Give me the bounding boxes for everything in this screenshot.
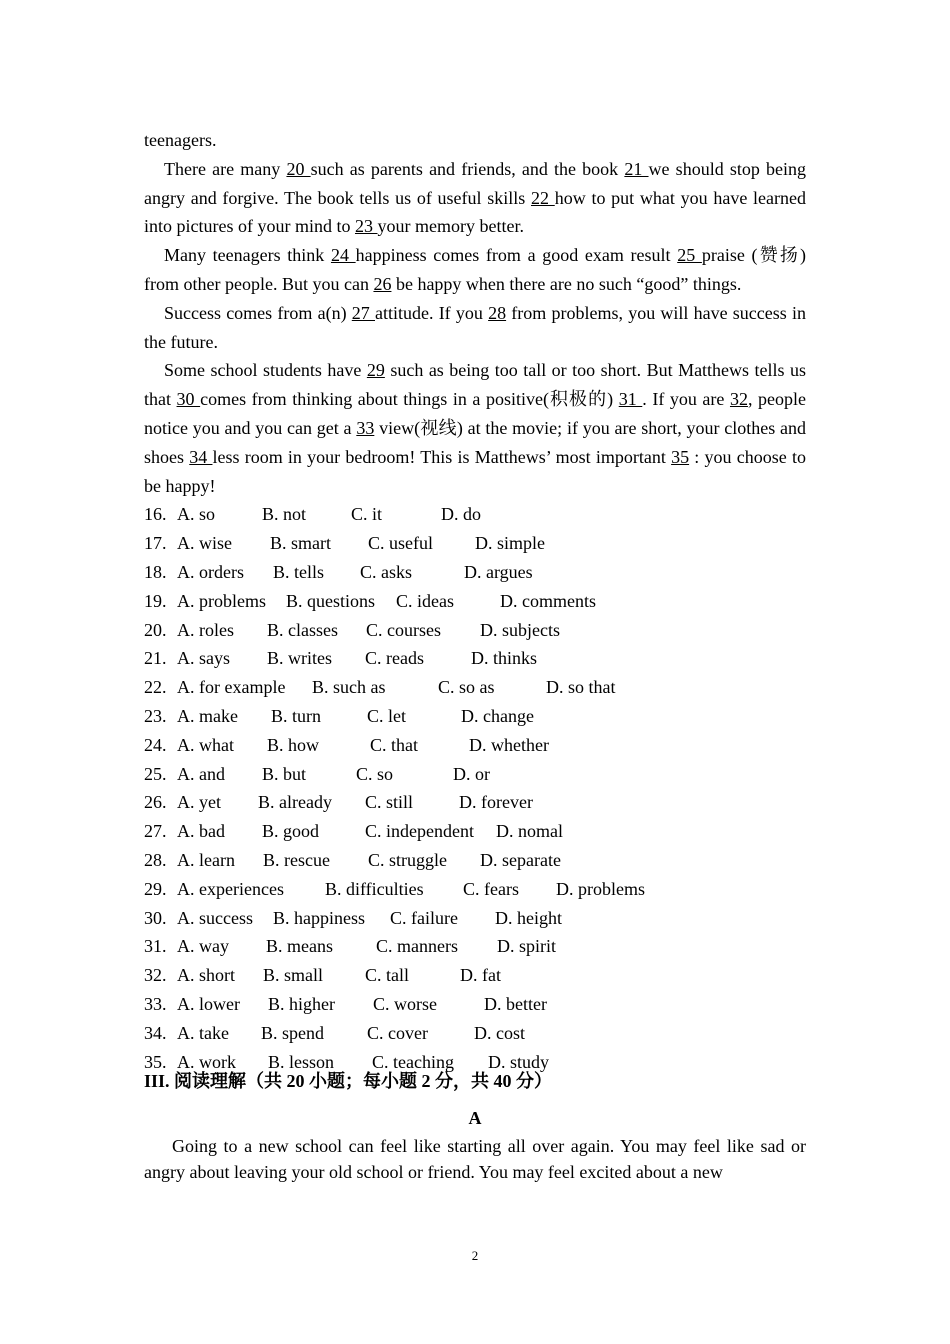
question-number: 23. [144,705,167,726]
option-d: D. cost [474,1022,525,1043]
option-a: A. work [177,1051,236,1072]
text-run: , people notice you and you can get a [144,389,807,438]
option-d: D. argues [464,561,533,582]
option-b: B. turn [271,705,322,726]
option-b: B. smart [270,533,331,554]
option-c: C. failure [390,907,458,928]
option-c: C. struggle [368,849,447,870]
blank-34: 34 [189,446,213,467]
option-a: A. orders [177,561,244,582]
text-run: from problems, you will have success in the future. [144,302,806,352]
passage-title: A [468,1108,482,1129]
option-c: C. it [351,504,383,525]
option-a: A. yet [177,792,221,813]
question-number: 24. [144,734,167,755]
option-b: B. but [262,763,307,784]
question-item [144,817,806,846]
option-c: C. so [356,763,394,784]
option-c: C. manners [376,936,458,957]
option-a: A. take [177,1022,229,1043]
text-run: comes from thinking about things in a positive(积极的) [200,389,619,410]
text-run: your memory better. [377,216,524,237]
page-number: 2 [471,1248,479,1263]
option-b: B. not [262,504,307,525]
passage-paragraph: Going to a new school can feel like starting all over again. You may feel like sad or angry about leaving your old school or friend. You may feel excited about a new [144,1136,806,1182]
text-run: Many teenagers think [164,245,331,266]
option-b: B. happiness [273,907,365,928]
blank-28: 28 [488,302,507,323]
option-d: D. better [484,993,547,1014]
option-c: C. ideas [396,590,454,611]
option-d: D. study [488,1051,550,1072]
question-list [144,500,806,1076]
question-item [144,788,806,817]
blank-35: 35 [671,446,690,467]
option-d: D. or [453,763,490,784]
question-number: 25. [144,763,167,784]
question-item [144,932,806,961]
option-b: B. spend [261,1022,324,1043]
option-b: B. tells [273,561,325,582]
option-a: A. learn [177,849,235,870]
blank-21: 21 [624,158,649,179]
option-d: D. whether [469,734,549,755]
option-b: B. lesson [268,1051,335,1072]
option-a: A. what [177,734,234,755]
option-c: C. let [367,705,406,726]
question-item [144,1048,806,1077]
option-c: C. worse [373,993,437,1014]
text-run: attitude. If you [375,302,489,323]
question-number: 29. [144,878,167,899]
question-number: 28. [144,849,167,870]
question-item [144,616,806,645]
text-run: happiness comes from a good exam result [355,245,678,266]
option-a: A. problems [177,590,266,611]
option-b: B. higher [268,993,335,1014]
text-run: less room in your bedroom! This is Matthews’ most important [212,446,672,467]
blank-26: 26 [373,273,392,294]
option-d: D. height [495,907,562,928]
option-d: D. nomal [496,821,563,842]
option-a: A. way [177,936,229,957]
section-heading: III. 阅读理解（共 20 小题；每小题 2 分，共 40 分） [144,1071,553,1092]
question-number: 35. [144,1051,167,1072]
option-c: C. still [365,792,414,813]
question-item [144,846,806,875]
option-d: D. comments [500,590,596,611]
text-run: such as being too tall or too short. But Matthews tells us that [144,360,806,410]
question-item [144,702,806,731]
option-b: B. means [266,936,333,957]
blank-31: 31 [618,389,643,410]
option-a: A. says [177,648,230,669]
option-b: B. writes [267,648,332,669]
option-d: D. change [461,705,534,726]
option-d: D. do [441,504,481,525]
option-b: B. difficulties [325,878,424,899]
question-number: 31. [144,936,167,957]
option-b: B. how [267,734,320,755]
cloze-paragraph-2 [144,241,806,299]
cloze-paragraph-0: teenagers. [144,130,217,150]
text-run: : you choose to be happy! [144,446,806,496]
question-number: 26. [144,792,167,813]
option-c: C. useful [368,533,433,554]
blank-32: 32 [729,389,748,410]
question-item [144,760,806,789]
option-c: C. so as [438,677,495,698]
blank-30: 30 [176,389,201,410]
option-c: C. cover [367,1022,428,1043]
question-number: 27. [144,821,167,842]
option-b: B. already [258,792,332,813]
question-item [144,1019,806,1048]
blank-24: 24 [330,245,356,266]
option-a: A. make [177,705,238,726]
option-a: A. bad [177,821,225,842]
option-c: C. fears [463,878,519,899]
option-a: A. short [177,965,235,986]
text-run: Success comes from a(n) [164,302,352,323]
document-page [144,126,806,1185]
question-item [144,587,806,616]
option-c: C. courses [366,619,441,640]
option-d: D. so that [546,677,616,698]
question-item [144,500,806,529]
option-b: B. such as [312,677,386,698]
option-b: B. rescue [263,849,330,870]
question-number: 33. [144,993,167,1014]
text-run: view(视线) at the movie; if you are short, your clothes and shoes [144,417,806,467]
question-number: 18. [144,561,167,582]
option-a: A. and [177,763,225,784]
question-item [144,529,806,558]
text-run: There are many [164,158,287,179]
option-a: A. wise [177,533,232,554]
question-number: 16. [144,504,167,525]
text-run: . If you are [642,389,730,410]
option-d: D. subjects [480,619,560,640]
question-number: 17. [144,533,167,554]
cloze-paragraph-3 [144,299,806,357]
option-d: D. simple [475,533,545,554]
option-c: C. teaching [372,1051,454,1072]
blank-27: 27 [351,302,375,323]
option-c: C. independent [365,821,474,842]
question-item [144,558,806,587]
option-b: B. questions [286,590,376,611]
option-a: A. experiences [177,878,284,899]
blank-33: 33 [356,417,375,438]
option-c: C. reads [365,648,424,669]
text-run: such as parents and friends, and the book [310,158,625,179]
option-d: D. problems [556,878,645,899]
option-d: D. separate [480,849,561,870]
cloze-paragraph-4 [144,356,806,500]
option-c: C. that [370,734,418,755]
question-number: 34. [144,1022,167,1043]
question-number: 30. [144,907,167,928]
option-a: A. lower [177,993,240,1014]
blank-20: 20 [286,158,311,179]
question-item [144,875,806,904]
option-c: C. tall [365,965,409,986]
question-item [144,904,806,933]
question-number: 19. [144,590,167,611]
option-a: A. roles [177,619,234,640]
question-item [144,961,806,990]
question-item [144,990,806,1019]
option-d: D. spirit [497,936,557,957]
question-item [144,731,806,760]
option-a: A. so [177,504,216,525]
text-run: be happy when there are no such “good” things. [391,273,742,294]
option-b: B. classes [267,619,338,640]
question-item [144,644,806,673]
blank-29: 29 [366,360,385,381]
option-c: C. asks [360,561,413,582]
question-number: 20. [144,619,167,640]
option-d: D. fat [460,965,501,986]
option-a: A. success [177,907,253,928]
option-d: D. forever [459,792,533,813]
text-run: praise (赞扬) from other people. But you can [144,245,807,294]
question-number: 32. [144,965,167,986]
blank-22: 22 [531,187,555,208]
text-run: how to put what you have learned into pictures of your mind to [144,187,806,237]
blank-23: 23 [354,216,378,237]
option-b: B. small [263,965,324,986]
text-run: we should stop being angry and forgive. The book tells us of useful skills [144,158,807,208]
question-number: 21. [144,648,167,669]
question-item [144,673,806,702]
cloze-paragraph-1 [144,155,806,241]
option-a: A. for example [177,677,286,698]
question-number: 22. [144,677,167,698]
blank-25: 25 [677,245,702,266]
option-d: D. thinks [471,648,538,669]
text-run: Some school students have [164,360,367,381]
option-b: B. good [262,821,320,842]
